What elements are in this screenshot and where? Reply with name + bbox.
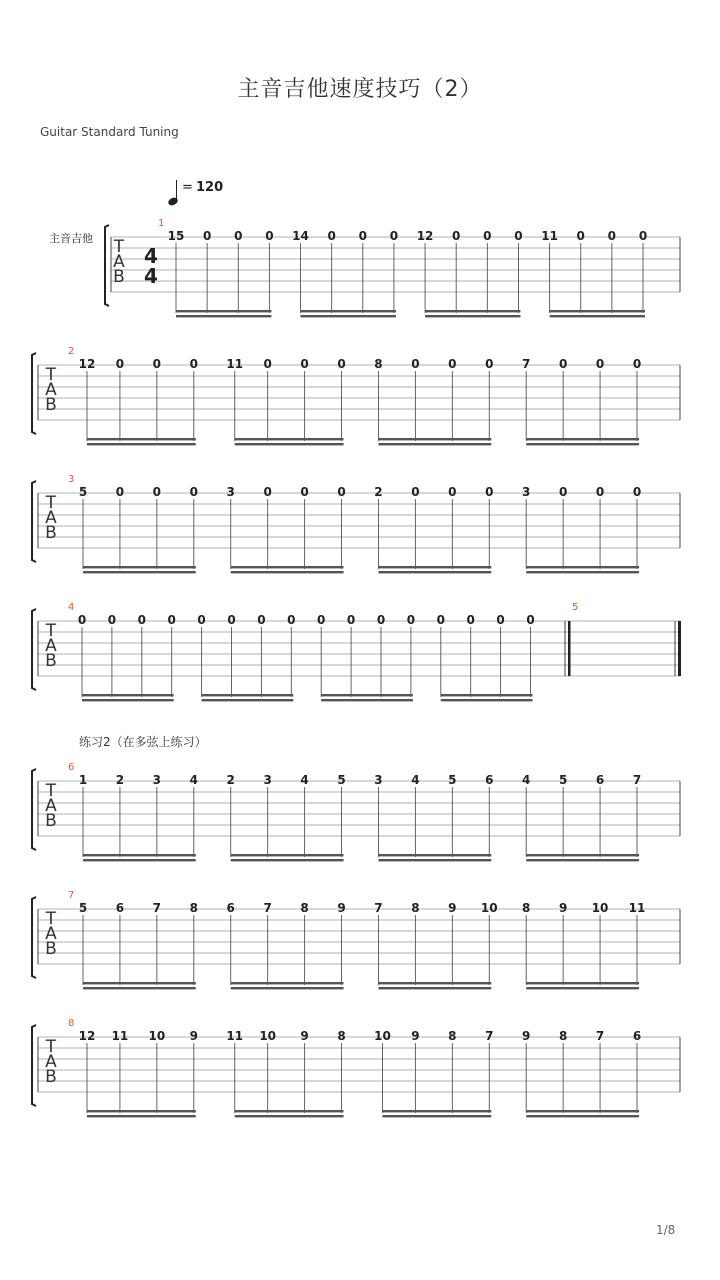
system-bracket [32, 353, 36, 434]
beam-secondary [382, 1115, 491, 1117]
fret-number: 0 [287, 613, 296, 627]
beam-primary [526, 1110, 639, 1112]
fret-number: 6 [115, 901, 125, 915]
fret-number: 11 [111, 1029, 129, 1043]
system-bracket [32, 481, 36, 562]
fret-number: 0 [632, 357, 642, 371]
fret-number: 3 [374, 773, 383, 787]
beam-primary [378, 566, 491, 568]
fret-number: 8 [448, 1029, 457, 1043]
measure-number: 2 [68, 346, 75, 357]
fret-number: 5 [78, 485, 88, 499]
fret-number: 4 [522, 773, 531, 787]
tab-letter: A [45, 380, 57, 400]
fret-number: 0 [389, 229, 399, 243]
fret-number: 0 [327, 229, 336, 243]
beam-primary [550, 310, 645, 312]
fret-number: 3 [522, 485, 531, 499]
fret-number: 4 [411, 773, 420, 787]
fret-number: 0 [632, 485, 642, 499]
tab-letter: B [45, 523, 57, 543]
fret-number: 0 [167, 613, 176, 627]
beam-secondary [550, 315, 645, 317]
tempo-bpm: 120 [196, 180, 224, 195]
fret-number: 0 [607, 229, 617, 243]
beam-primary [526, 566, 639, 568]
time-signature-top: 4 [144, 244, 158, 268]
fret-number: 9 [411, 1029, 420, 1043]
fret-number: 0 [337, 485, 346, 499]
measure-number: 8 [68, 1018, 75, 1029]
fret-number: 2 [374, 485, 383, 499]
beam-primary [378, 982, 491, 984]
beam-primary [231, 982, 344, 984]
fret-number: 0 [406, 613, 416, 627]
tab-letter: T [45, 1037, 57, 1057]
fret-number: 0 [576, 229, 585, 243]
fret-number: 0 [300, 485, 309, 499]
tab-letter: B [45, 395, 57, 415]
fret-number: 0 [137, 613, 146, 627]
fret-number: 0 [448, 357, 457, 371]
fret-number: 0 [234, 229, 243, 243]
fret-number: 11 [226, 1029, 244, 1043]
beam-secondary [526, 571, 639, 573]
beam-primary [176, 310, 271, 312]
fret-number: 0 [337, 357, 346, 371]
fret-number: 5 [337, 773, 346, 787]
beam-secondary [378, 859, 491, 861]
fret-number: 3 [152, 773, 162, 787]
tab-letter: A [45, 924, 57, 944]
fret-number: 0 [202, 229, 212, 243]
fret-number: 0 [77, 613, 87, 627]
beam-secondary [321, 699, 413, 701]
fret-number: 0 [485, 485, 494, 499]
fret-number: 6 [595, 773, 605, 787]
fret-number: 0 [448, 485, 457, 499]
fret-number: 9 [522, 1029, 531, 1043]
beam-secondary [301, 315, 396, 317]
beam-primary [378, 854, 491, 856]
fret-number: 0 [152, 357, 162, 371]
fret-number: 10 [148, 1029, 166, 1043]
beam-secondary [235, 1115, 344, 1117]
fret-number: 9 [189, 1029, 198, 1043]
fret-number: 0 [317, 613, 326, 627]
fret-number: 11 [628, 901, 646, 915]
tab-letter: A [45, 796, 57, 816]
fret-number: 3 [263, 773, 272, 787]
fret-number: 0 [115, 357, 125, 371]
fret-number: 14 [292, 229, 309, 243]
beam-primary [87, 1110, 196, 1112]
tab-letter: A [45, 636, 57, 656]
fret-number: 0 [300, 357, 309, 371]
fret-number: 7 [632, 773, 642, 787]
measure-number: 7 [68, 890, 75, 901]
fret-number: 9 [448, 901, 457, 915]
tab-letter: B [45, 1067, 57, 1087]
tab-system [32, 1018, 680, 1117]
beam-primary [231, 854, 344, 856]
fret-number: 8 [558, 1029, 568, 1043]
tab-system [105, 218, 680, 317]
beam-secondary [202, 699, 294, 701]
beam-secondary [441, 699, 533, 701]
tab-letter: T [45, 909, 57, 929]
fret-number: 0 [152, 485, 162, 499]
tab-letter: T [45, 493, 57, 513]
fret-number: 1 [78, 773, 88, 787]
fret-number: 10 [591, 901, 609, 915]
fret-number: 5 [78, 901, 88, 915]
fret-number: 15 [167, 229, 185, 243]
beam-primary [82, 694, 174, 696]
fret-number: 0 [227, 613, 236, 627]
beam-primary [378, 438, 491, 440]
fret-number: 0 [263, 485, 272, 499]
final-barline-thick [678, 621, 681, 676]
fret-number: 12 [78, 357, 96, 371]
fret-number: 0 [595, 485, 605, 499]
fret-number: 0 [411, 485, 420, 499]
beam-primary [83, 982, 196, 984]
beam-secondary [526, 443, 639, 445]
tab-letter: A [45, 508, 57, 528]
tab-system [32, 890, 680, 989]
system-bracket [105, 225, 109, 306]
beam-secondary [83, 987, 196, 989]
fret-number: 4 [300, 773, 309, 787]
fret-number: 0 [265, 229, 274, 243]
fret-number: 2 [115, 773, 125, 787]
system-bracket [32, 769, 36, 850]
system-bracket [32, 897, 36, 978]
beam-secondary [231, 571, 344, 573]
beam-secondary [176, 315, 271, 317]
fret-number: 9 [558, 901, 568, 915]
fret-number: 0 [411, 357, 420, 371]
tab-letter: B [45, 651, 57, 671]
tab-letter: B [45, 939, 57, 959]
measure-number: 3 [68, 474, 75, 485]
fret-number: 11 [226, 357, 244, 371]
fret-number: 3 [226, 485, 235, 499]
fret-number: 6 [485, 773, 494, 787]
tab-system [32, 762, 680, 861]
fret-number: 10 [374, 1029, 391, 1043]
beam-secondary [235, 443, 344, 445]
beam-primary [235, 438, 344, 440]
fret-number: 8 [374, 357, 383, 371]
fret-number: 8 [522, 901, 531, 915]
fret-number: 0 [558, 485, 568, 499]
fret-number: 6 [226, 901, 235, 915]
tab-letter: B [113, 267, 125, 287]
fret-number: 0 [638, 229, 648, 243]
beam-primary [526, 438, 639, 440]
beam-secondary [83, 859, 196, 861]
fret-number: 0 [595, 357, 605, 371]
fret-number: 0 [558, 357, 568, 371]
fret-number: 7 [485, 1029, 494, 1043]
fret-number: 5 [448, 773, 457, 787]
beam-secondary [83, 571, 196, 573]
fret-number: 6 [632, 1029, 642, 1043]
fret-number: 0 [466, 613, 475, 627]
fret-number: 0 [358, 229, 367, 243]
fret-number: 12 [78, 1029, 96, 1043]
tempo-equals: = [182, 180, 193, 195]
fret-number: 0 [115, 485, 125, 499]
fret-number: 0 [485, 357, 494, 371]
fret-number: 5 [558, 773, 568, 787]
system-bracket [32, 609, 36, 690]
beam-secondary [87, 443, 196, 445]
fret-number: 7 [374, 901, 383, 915]
fret-number: 0 [436, 613, 445, 627]
tuning-label: Guitar Standard Tuning [40, 125, 179, 139]
section-label: 练习2（在多弦上练习） [79, 735, 207, 749]
double-barline-thick [568, 621, 571, 676]
fret-number: 0 [346, 613, 356, 627]
beam-primary [231, 566, 344, 568]
fret-number: 0 [514, 229, 523, 243]
fret-number: 0 [263, 357, 272, 371]
fret-number: 10 [480, 901, 498, 915]
fret-number: 0 [483, 229, 492, 243]
tab-system [32, 474, 680, 573]
beam-secondary [526, 987, 639, 989]
beam-secondary [87, 1115, 196, 1117]
fret-number: 0 [496, 613, 505, 627]
beam-primary [87, 438, 196, 440]
fret-number: 2 [226, 773, 235, 787]
tab-letter: T [45, 781, 57, 801]
beam-secondary [378, 987, 491, 989]
fret-number: 0 [107, 613, 117, 627]
page-title: 主音吉他速度技巧（2） [237, 77, 483, 102]
time-signature-bottom: 4 [144, 264, 158, 288]
fret-number: 10 [259, 1029, 277, 1043]
fret-number: 0 [189, 485, 198, 499]
tab-system [32, 602, 681, 701]
tab-letter: T [45, 621, 57, 641]
page-number: 1/8 [656, 1223, 676, 1237]
fret-number: 0 [189, 357, 198, 371]
beam-primary [425, 310, 520, 312]
fret-number: 0 [526, 613, 535, 627]
measure-number: 4 [68, 602, 75, 613]
fret-number: 11 [541, 229, 558, 243]
fret-number: 8 [337, 1029, 346, 1043]
fret-number: 8 [189, 901, 198, 915]
measure-number: 6 [68, 762, 75, 773]
fret-number: 9 [300, 1029, 309, 1043]
tab-letter: A [113, 252, 125, 272]
fret-number: 0 [452, 229, 461, 243]
tab-letter: A [45, 1052, 57, 1072]
beam-primary [301, 310, 396, 312]
tab-letter: T [113, 237, 125, 257]
fret-number: 9 [337, 901, 346, 915]
fret-number: 0 [376, 613, 386, 627]
fret-number: 0 [197, 613, 206, 627]
fret-number: 7 [263, 901, 272, 915]
system-bracket [32, 1025, 36, 1106]
beam-primary [83, 854, 196, 856]
measure-number: 1 [158, 218, 165, 229]
beam-primary [441, 694, 533, 696]
fret-number: 7 [522, 357, 531, 371]
fret-number: 0 [257, 613, 266, 627]
beam-secondary [526, 1115, 639, 1117]
beam-primary [526, 982, 639, 984]
fret-number: 12 [416, 229, 434, 243]
beam-primary [235, 1110, 344, 1112]
beam-secondary [231, 987, 344, 989]
fret-number: 4 [189, 773, 198, 787]
beam-primary [321, 694, 413, 696]
beam-primary [526, 854, 639, 856]
beam-secondary [378, 571, 491, 573]
beam-secondary [425, 315, 520, 317]
beam-secondary [82, 699, 174, 701]
fret-number: 7 [152, 901, 162, 915]
tab-letter: B [45, 811, 57, 831]
fret-number: 8 [300, 901, 309, 915]
beam-primary [202, 694, 294, 696]
fret-number: 8 [411, 901, 420, 915]
beam-secondary [231, 859, 344, 861]
beam-primary [83, 566, 196, 568]
tab-system [32, 346, 680, 445]
tab-letter: T [45, 365, 57, 385]
instrument-label: 主音吉他 [49, 232, 93, 245]
measure-number: 5 [572, 602, 579, 613]
beam-secondary [378, 443, 491, 445]
beam-primary [382, 1110, 491, 1112]
fret-number: 7 [595, 1029, 605, 1043]
beam-secondary [526, 859, 639, 861]
